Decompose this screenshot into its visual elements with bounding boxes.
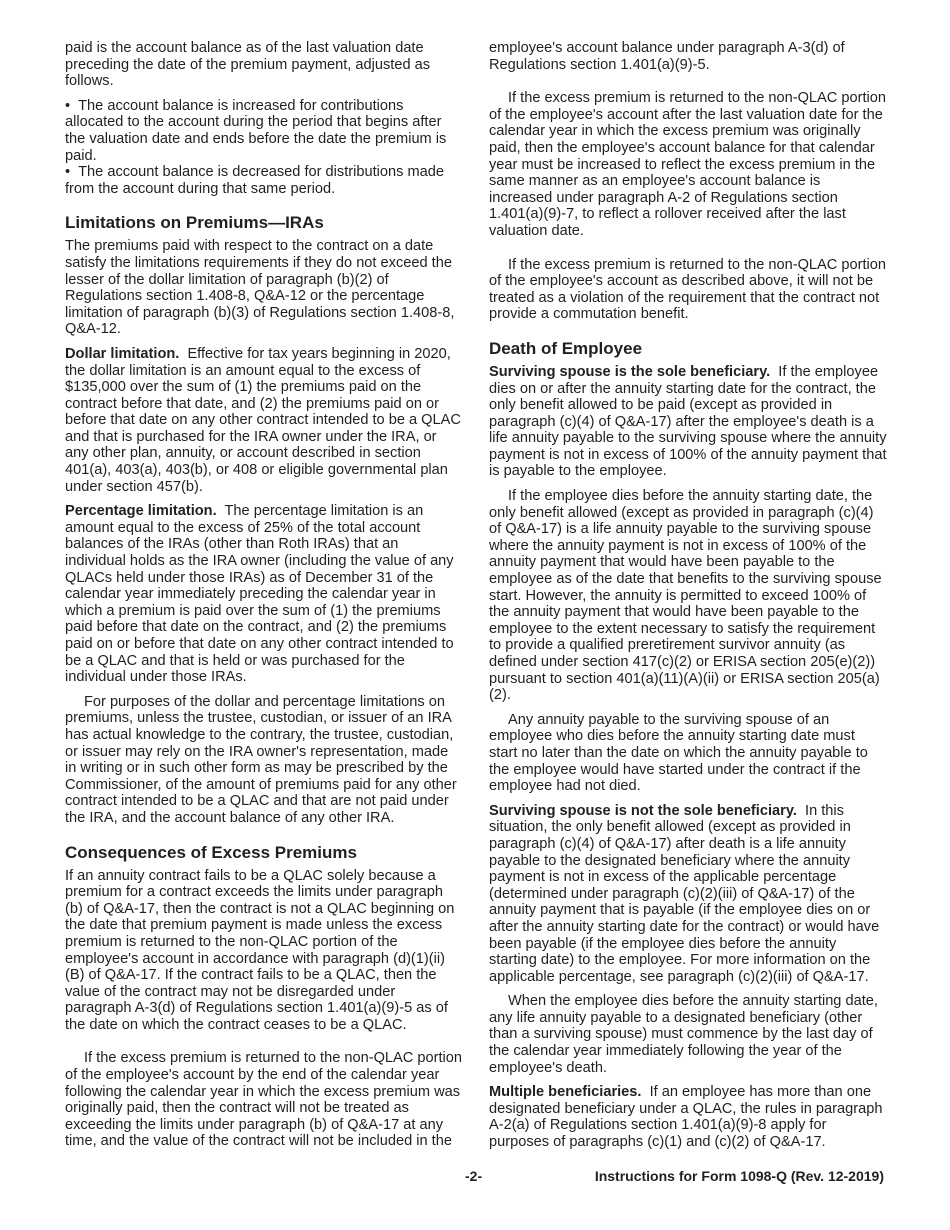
run-in-heading: Surviving spouse is the sole beneficiary.	[489, 363, 771, 380]
form-reference: Instructions for Form 1098-Q (Rev. 12-2019)	[594, 1168, 884, 1184]
left-column	[65, 40, 463, 1158]
paragraph: If the excess premium is returned to the non-QLAC portion of the employee's account after the last valuation date for the calendar year in which the excess premium was originally paid, then the employee's account balance for that calendar year must be increased to reflect the excess premium in the same manner as an employee's account balance is increased under paragraph A-2 of Regulations section 1.401(a)(9)-7, to reflect a rollover received after the last valuation date.	[489, 90, 886, 239]
paragraph: If an annuity contract fails to be a QLAC solely because a premium for a contract exceeds the limits under paragraph (b) of Q&A-17, then the contract is not a QLAC beginning on the date that premium payment is made unless the excess premium is returned to the non-QLAC portion of the employee's account in accordance with paragraph (d)(1)(ii)(B) of Q&A-17. If the contract fails to be a QLAC, then the value of the contract may not be disregarded under paragraph A-3(d) of Regulations section 1.401(a)(9)-5 as of the date on which the contract ceases to be a QLAC.	[65, 867, 455, 1033]
bullet-icon: •	[65, 164, 71, 181]
paragraph: If the excess premium is returned to the non-QLAC portion of the employee's account as described above, it will not be treated as a violation of the requirement that the contract not provide a commutation benefit.	[489, 256, 886, 323]
paragraph-dollar-limitation: Dollar limitation. Effective for tax years beginning in 2020, the dollar limitation is an amount equal to the excess of $135,000 over the sum of (1) the premiums paid on the contract before that date, and (2) the premiums paid on or before that date on any other contract intended to be a QLAC and that is purchased for the IRA owner under the IRA, or any other plan, annuity, or account described in section 401(a), 403(a), 403(b), or 408 or eligible governmental plan under section 457(b).	[65, 345, 461, 495]
paragraph: If the excess premium is returned to the non-QLAC portion of the employee's account by the end of the calendar year following the calendar year in which the excess premium was originally paid, then the contract will not be treated as exceeding the limits under paragraph (b) of Q&A-17 at any time, and the value of the contract will not be included in the	[65, 1050, 462, 1150]
heading-death-of-employee: Death of Employee	[489, 338, 643, 358]
heading-excess-premiums: Consequences of Excess Premiums	[65, 842, 357, 862]
paragraph: For purposes of the dollar and percentage limitations on premiums, unless the trustee, custodian, or issuer of an IRA has actual knowledge to the contrary, the trustee, custodian, or issuer may rely on the IRA owner's representation, made in writing or in such other form as may be prescribed by the Commissioner, of the amount of premiums paid for any other contract intended to be a QLAC and that are not paid under the IRA, and the account balance of any other IRA.	[65, 693, 457, 826]
paragraph: employee's account balance under paragraph A-3(d) of Regulations section 1.401(a)(9)-5.	[489, 40, 845, 73]
paragraph-multiple-beneficiaries: Multiple beneficiaries. If an employee has more than one designated beneficiary under a QLAC, the rules in paragraph A-2(a) of Regulations section 1.401(a)(9)-8 apply for purposes of paragraphs (c)(1) and (c)(2) of Q&A-17.	[489, 1084, 883, 1151]
paragraph: The premiums paid with respect to the contract on a date satisfy the limitations requirements if they do not exceed the lesser of the dollar limitation of paragraph (b)(2) of Regulations section 1.408-8, Q&A-12 or the percentage limitation of paragraph (b)(3) of Regulations section 1.408-8, Q&A-12.	[65, 238, 455, 338]
page-footer	[0, 1168, 950, 1186]
run-in-heading: Percentage limitation.	[65, 503, 217, 520]
paragraph: paid is the account balance as of the last valuation date preceding the date of the premium payment, adjusted as follows.	[65, 40, 431, 90]
paragraph-percentage-limitation: Percentage limitation. The percentage limitation is an amount equal to the excess of 25% of the total account balances of the IRAs (other than Roth IRAs) that an individual holds as the IRA owner (including the value of any QLACs held under those IRAs) as of December 31 of the calendar year immediately preceding the calendar year in which a premium is paid over the sum of (1) the premiums paid before that date on the contract, and (2) the premiums paid on or before that date on any other contract intended to be a QLAC and that is held or was purchased for the individual under those IRAs.	[65, 503, 454, 686]
run-in-heading: Surviving spouse is not the sole beneficiary.	[489, 802, 797, 819]
page-number: -2-	[465, 1168, 483, 1184]
bullet-item: • The account balance is decreased for distributions made from the account during that same period.	[65, 164, 444, 197]
run-in-heading: Multiple beneficiaries.	[489, 1084, 642, 1101]
paragraph-sole-beneficiary: Surviving spouse is the sole beneficiary. If the employee dies on or after the annuity starting date for the contract, the only benefit allowed to be paid (except as provided in paragraph (c)(4) of Q&A-17) after the employee's death is a life annuity payable to the surviving spouse where the annuity payment is not in excess of 100% of the annuity payment that is payable to the employee.	[489, 363, 887, 480]
run-in-heading: Dollar limitation.	[65, 345, 180, 362]
paragraph-not-sole-beneficiary: Surviving spouse is not the sole beneficiary. In this situation, the only benefit allowed (except as provided in paragraph (c)(4) of Q&A-17) after death is a life annuity payable to the designated beneficiary where the annuity payment is not in excess of the applicable percentage (determined under paragraph (c)(2)(iii) of Q&A-17) of the annuity payment that is payable (if the employee dies on or after the annuity starting date for the contract) or would have been payable (if the employee dies before the annuity starting date) to the employee. For more information on the applicable percentage, see paragraph (c)(2)(iii) of Q&A-17.	[489, 802, 880, 985]
paragraph: Any annuity payable to the surviving spouse of an employee who dies before the annuity starting date must start no later than the date on which the annuity payable to the employee would have started under the contract if the employee had not died.	[489, 711, 868, 795]
paragraph: If the employee dies before the annuity starting date, the only benefit allowed (except as provided in paragraph (c)(4) of Q&A-17) is a life annuity payable to the surviving spouse where the annuity payment is not in excess of 100% of the annuity payment that would have been payable to the employee as of the date that benefits to the surviving spouse start. However, the annuity is permitted to exceed 100% of the annuity payment that would have been payable to the employee to the extent necessary to satisfy the requirement to provide a qualified preretirement survivor annuity (as defined under section 417(c)(2) or ERISA section 205(e)(2)) pursuant to section 401(a)(11)(A)(ii) or ERISA section 205(a)(2).	[489, 488, 882, 704]
right-column	[489, 40, 887, 1159]
heading-limitations-iras: Limitations on Premiums—IRAs	[65, 213, 324, 233]
bullet-icon: •	[65, 97, 71, 114]
paragraph: When the employee dies before the annuity starting date, any life annuity payable to a designated beneficiary (other than a surviving spouse) must commence by the last day of the calendar year immediately following the year of the employee's death.	[489, 993, 878, 1076]
bullet-item: • The account balance is increased for contributions allocated to the account during the period that begins after the valuation date and ends before the date the premium is paid.	[65, 97, 447, 164]
